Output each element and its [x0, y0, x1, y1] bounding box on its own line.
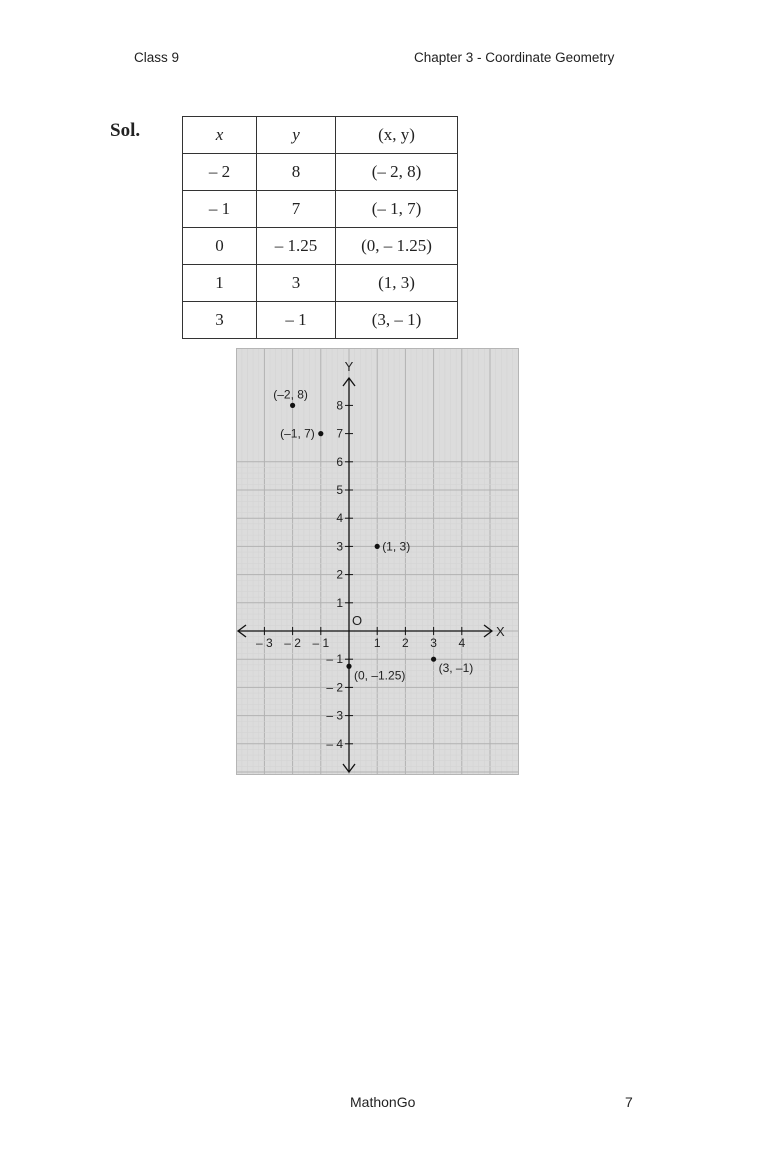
x-tick-label: 4 — [458, 636, 466, 650]
y-tick-label: 5 — [336, 483, 343, 497]
x-tick-label: 2 — [402, 636, 409, 650]
y-tick-label: 3 — [336, 539, 343, 554]
cell-y: 7 — [257, 191, 336, 228]
cell-xy: (0, – 1.25) — [336, 228, 458, 265]
x-tick-label: – 3 — [256, 636, 273, 650]
data-point — [290, 403, 295, 408]
y-tick-label: 4 — [336, 511, 343, 526]
table-row — [183, 302, 458, 339]
cell-xy: (3, – 1) — [336, 302, 458, 339]
data-point — [346, 664, 351, 669]
cell-y: – 1 — [257, 302, 336, 339]
cell-x: 3 — [183, 302, 257, 339]
solution-label: Sol. — [110, 120, 141, 141]
data-point — [318, 431, 323, 436]
data-point-label: (–2, 8) — [273, 387, 308, 402]
y-tick-label: – 2 — [326, 680, 343, 695]
solution-table — [182, 116, 458, 339]
cell-xy: (– 2, 8) — [336, 154, 458, 191]
data-point — [375, 544, 380, 549]
data-point-label: (3, –1) — [438, 661, 474, 676]
header-class: Class 9 — [134, 50, 180, 65]
y-tick-label: – 3 — [326, 708, 343, 723]
cell-x: 1 — [183, 265, 257, 302]
y-tick-label: 8 — [336, 398, 343, 413]
header-xy: (x, y) — [336, 117, 458, 154]
cell-x: 0 — [183, 228, 257, 265]
coordinate-graph — [236, 348, 519, 775]
x-tick-label: 3 — [430, 636, 437, 650]
y-tick-label: – 4 — [326, 736, 343, 751]
cell-xy: (– 1, 7) — [336, 191, 458, 228]
table-header-row — [183, 117, 458, 154]
cell-y: 8 — [257, 154, 336, 191]
x-tick-label: – 2 — [284, 636, 301, 650]
header-chapter: Chapter 3 - Coordinate Geometry — [414, 50, 615, 65]
header-y: y — [257, 117, 336, 154]
y-tick-label: 2 — [336, 567, 343, 582]
y-tick-label: 7 — [336, 426, 343, 441]
data-point — [431, 657, 436, 662]
data-point-label: (–1, 7) — [280, 426, 315, 441]
cell-xy: (1, 3) — [336, 265, 458, 302]
y-tick-label: 1 — [336, 595, 343, 610]
footer-brand: MathonGo — [350, 1094, 416, 1110]
data-point-label: (0, –1.25) — [354, 668, 406, 683]
cell-y: – 1.25 — [257, 228, 336, 265]
origin-label: O — [352, 613, 363, 628]
y-tick-label: 6 — [336, 454, 343, 469]
table-row — [183, 265, 458, 302]
data-point-label: (1, 3) — [382, 539, 411, 554]
table-row — [183, 228, 458, 265]
table-row — [183, 154, 458, 191]
x-tick-label: 1 — [373, 636, 381, 650]
header-x: x — [183, 117, 257, 154]
cell-y: 3 — [257, 265, 336, 302]
cell-x: – 1 — [183, 191, 257, 228]
y-axis-label: Y — [344, 359, 354, 374]
y-tick-label: – 1 — [326, 652, 343, 667]
table-row — [183, 191, 458, 228]
x-tick-label: – 1 — [312, 636, 330, 650]
cell-x: – 2 — [183, 154, 257, 191]
page-number: 7 — [625, 1094, 633, 1110]
x-axis-label: X — [496, 624, 505, 639]
